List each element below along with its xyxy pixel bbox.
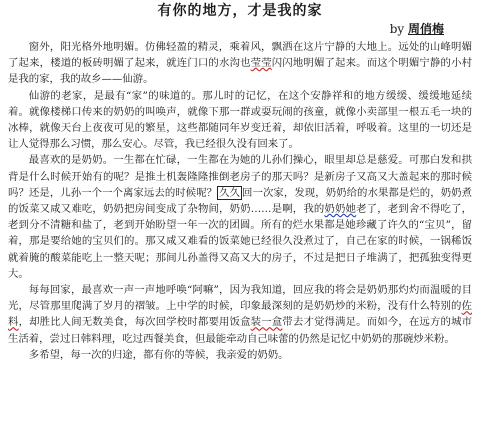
document-body	[8, 39, 472, 363]
paragraph	[8, 88, 472, 153]
paragraph-text: ，却胜比人间无数美食，每次回学校时都要用饭盒	[18, 316, 251, 329]
paragraph	[8, 282, 472, 347]
annotated-text: 佐料	[8, 300, 472, 329]
paragraph-text: 每每回家，最喜欢一声一声地呼唤“阿嘛”，因为我知道，回应我的将会是奶奶那灼灼而温暖的目光，尽管那里爬满了岁月的褶皱。上中学的时候，印象最深刻的是奶奶炒的米粉，没有什么特别的	[8, 284, 472, 313]
paragraph-text: 回一次家，发现，奶奶给的水果都是烂的，奶奶煮的饭菜又咸又难吃，奶奶把房间变成了杂物间，奶奶……是啊，我的	[8, 186, 473, 216]
byline	[8, 22, 444, 37]
document-title: 有你的地方，才是我的家	[157, 3, 323, 19]
annotated-text: 装一盒	[250, 316, 283, 329]
paragraph-text: 闪闪地明媚了起来。而这个明媚宁静的小村是我的家，我的故乡——仙游。	[8, 57, 473, 86]
paragraph-text: 最喜欢的是奶奶。一生都在忙碌，一生都在为她的儿孙们操心，眼里却总是慈爱。可那白发和拱背是什么时候开始有的呢？是推土机轰隆隆推倒老房子的那天吗？是新房子又高又大盖起来的那时候吗？还是，儿孙一个一个离家远去的时候呢？	[8, 154, 472, 199]
paragraph	[8, 347, 472, 363]
byline-prefix: by	[389, 22, 405, 36]
paragraph	[8, 152, 472, 282]
paragraph-text: 带去才觉得满足。而如今，在远方的城市生活着，尝过日韩料理，吃过西餐美食，但最能牵动自己味蕾的仍然是记忆中奶奶的那碗炒米粉。	[8, 316, 473, 345]
annotated-text: 莹莹	[250, 57, 272, 70]
annotated-text: 奶奶她	[324, 203, 357, 216]
paragraph-text: 老了，老到舍不得吃了，老到分不清糖和盐了，老到开始盼望一年一次的团圆。所有的烂水果都是她珍藏了许久的“宝贝”，留着，那是要给她的宝贝们的。那又咸又难看的饭菜她已经很久没煮过了，自己在家的时候，一锅稀饭就着腌的酸菜能吃上一整天呢；那间儿孙盖得又高又大的房子，不过是把日子堆满了，把孤独变得更大。	[8, 203, 473, 280]
paragraph-text: 仙游的老家，是最有“家”的味道的。那儿时的记忆，在这个安静祥和的地方缓缓、缓缓地延续着。就像楼梯口传来的奶奶的叫唤声，就像下那一群或耍玩闹的孩童，就像小卖部里一根五毛一块的冰棒，就像天台上夜夜可见的繁星，这些都随同年岁变迁着，却依旧活着，呼吸着。这里的一切还是让人觉得那么习惯，那么安心。尽管，我已经很久没有回来了。	[8, 89, 472, 151]
boxed-text: 久久	[219, 186, 241, 199]
author-name: 周俏梅	[407, 22, 444, 36]
paragraph-text: 窗外，阳光格外地明媚。仿佛轻盈的精灵，乘着风，飘洒在这片宁静的大地上。远处的山峰明媚了起来，楼道的板砖明媚了起来，就连门口的水沟也	[8, 41, 472, 70]
paragraph-text: 多希望，每一次的归途，都有你的等候，我亲爱的奶奶。	[28, 348, 289, 361]
paragraph	[8, 39, 472, 88]
